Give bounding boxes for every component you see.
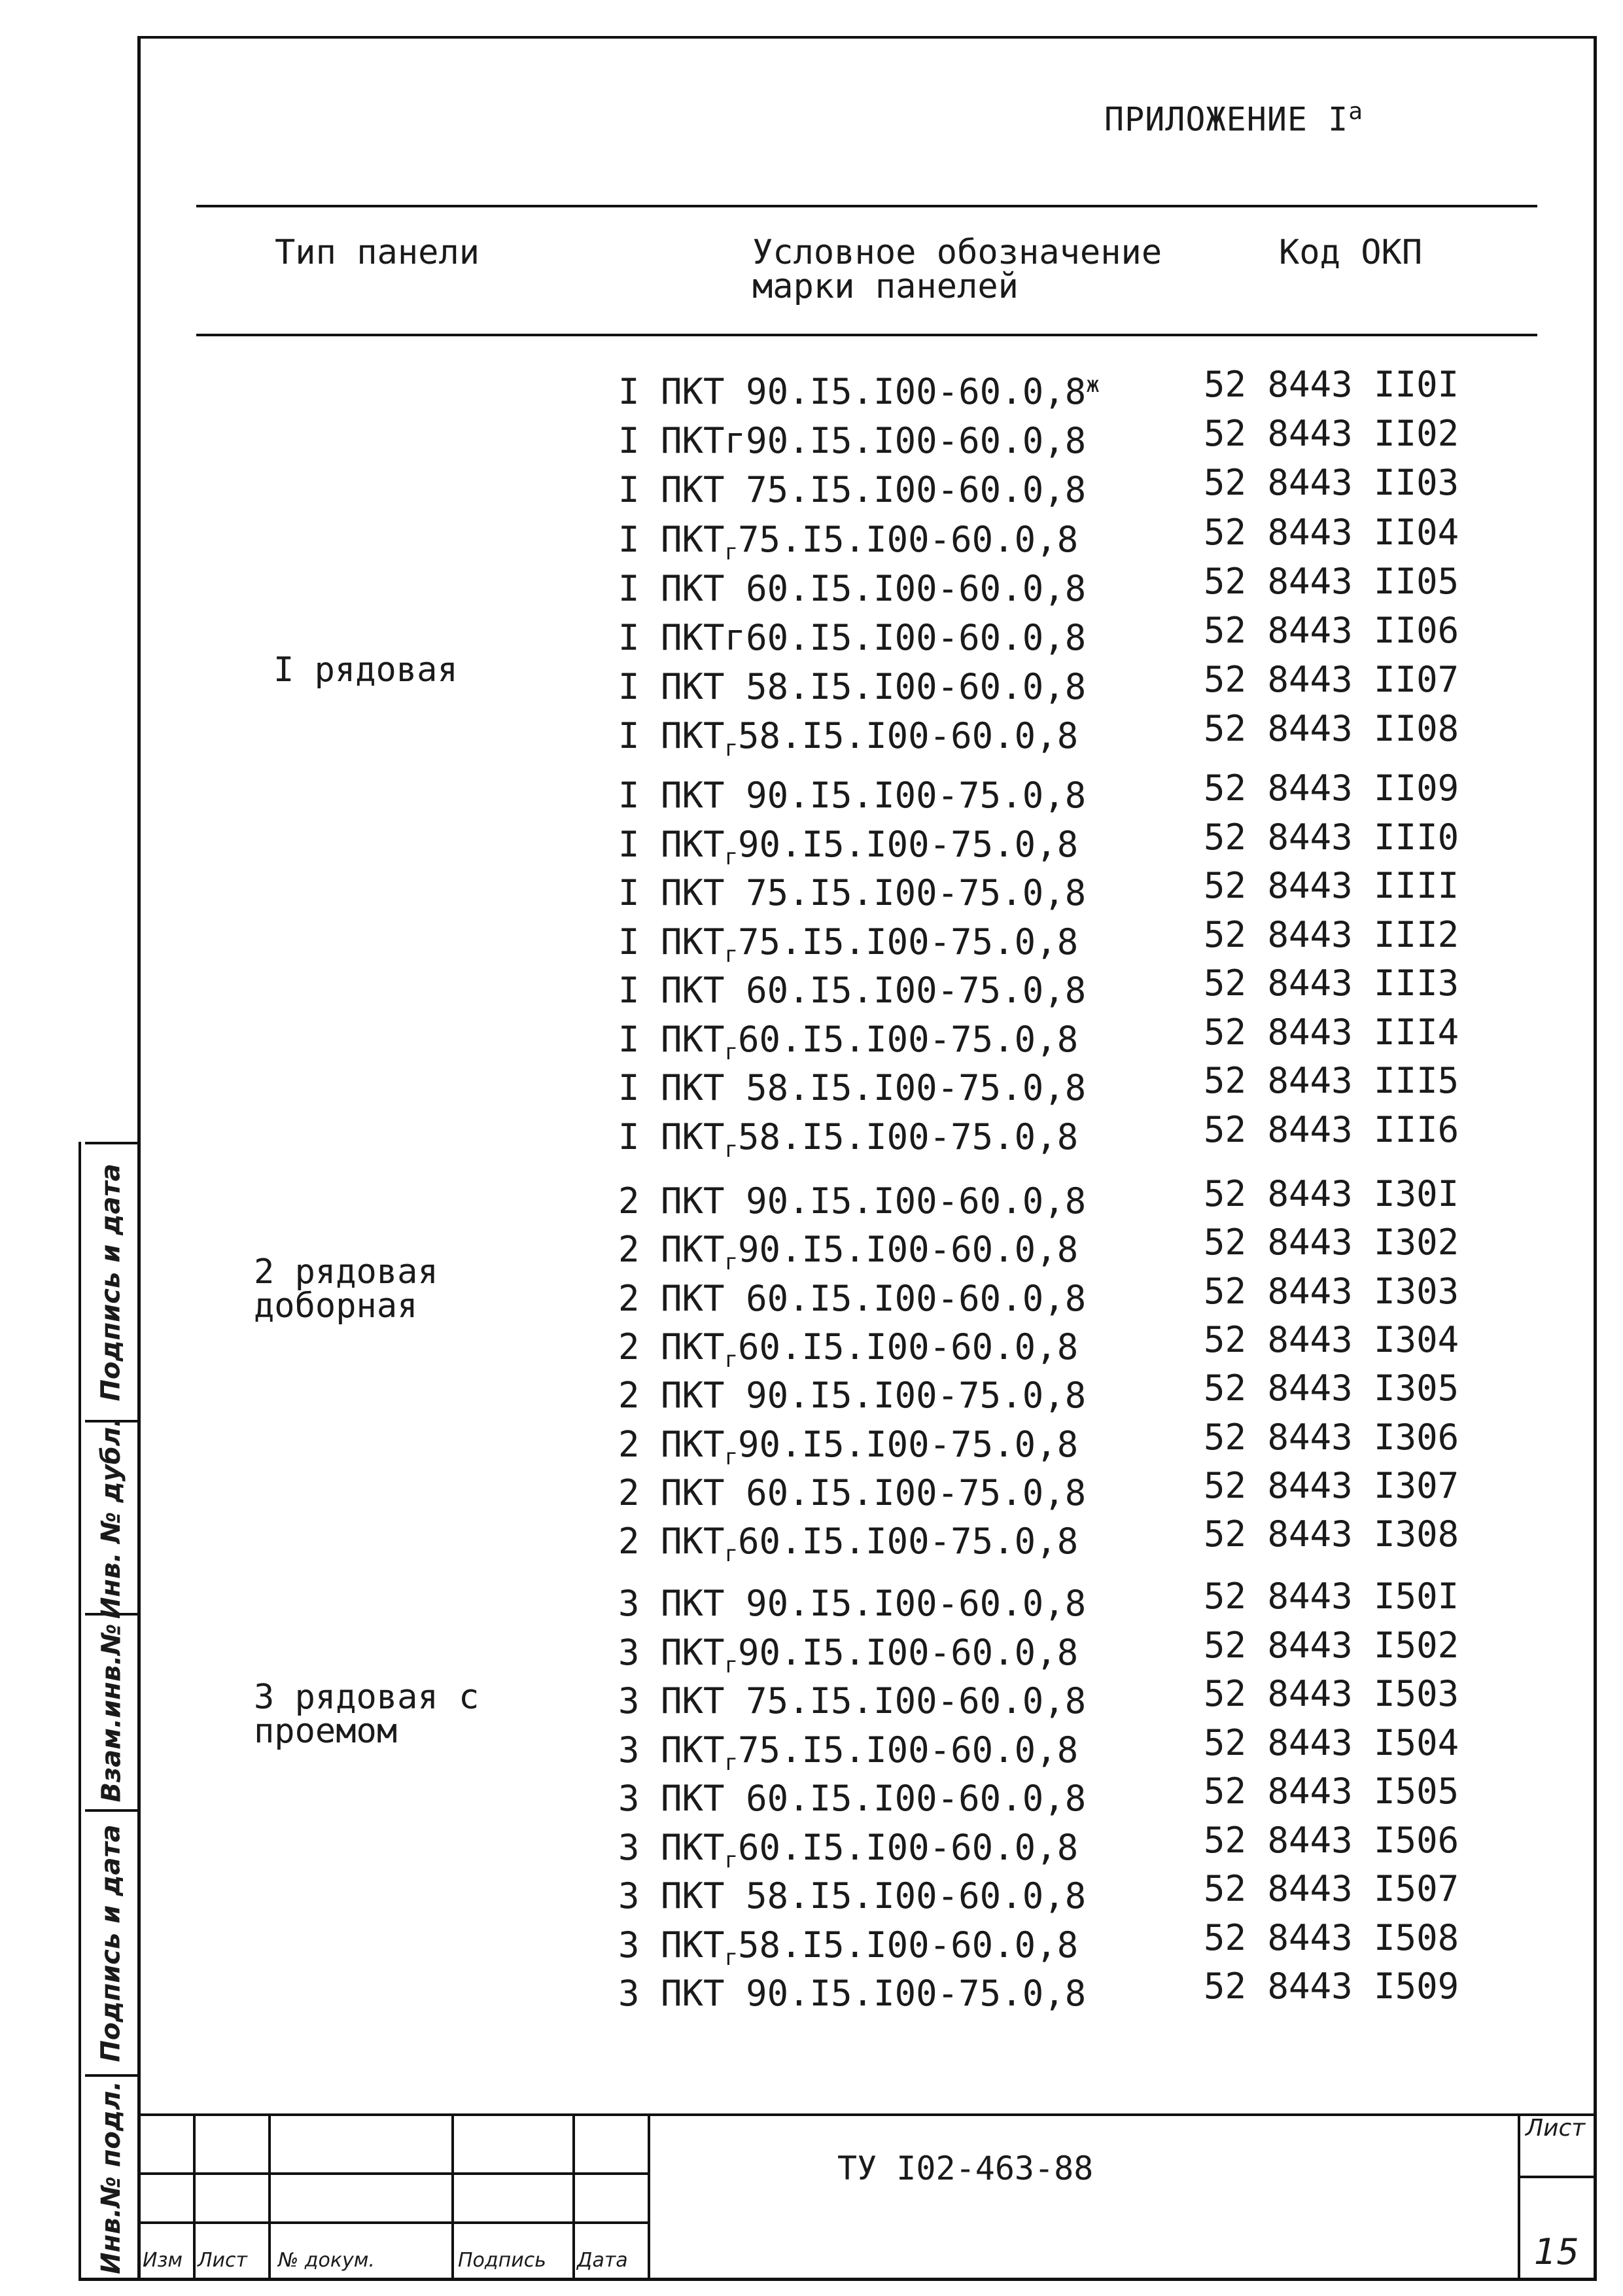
stamp-col-doc-no: № докум. bbox=[278, 2249, 375, 2272]
okp-code: 52 8443 II06 bbox=[1204, 610, 1459, 651]
panel-mark: I ПКТг60.I5.I00-60.0,8 bbox=[618, 617, 1087, 658]
header-panel-type: Тип панели bbox=[275, 233, 480, 272]
table-row bbox=[618, 1465, 1469, 1513]
table-row bbox=[618, 1173, 1469, 1222]
okp-code: 52 8443 II03 bbox=[1204, 462, 1459, 503]
header-designation: Условное обозначение марки панелей bbox=[752, 233, 1162, 306]
table-row bbox=[618, 1271, 1469, 1319]
table-row bbox=[618, 708, 1469, 762]
stamp-col-change: Изм bbox=[143, 2249, 183, 2272]
okp-code: 52 8443 I308 bbox=[1204, 1513, 1459, 1555]
side-stamp-divider bbox=[85, 2074, 137, 2077]
okp-code: 52 8443 I50I bbox=[1204, 1576, 1459, 1617]
panel-mark: I ПКТ $90.I5.I00-60.0,8^ж$ bbox=[618, 371, 1100, 412]
table-row bbox=[618, 1868, 1469, 1916]
header-top-rule bbox=[196, 205, 1537, 207]
stamp-col-line bbox=[268, 2113, 271, 2280]
panel-mark: I $ПКТ_г90.I5.I00-75.0,8$ bbox=[618, 824, 1079, 870]
panel-mark: I $ПКТ_г75.I5.I00-75.0,8$ bbox=[618, 921, 1079, 968]
stamp-sheet-label: Лист bbox=[1526, 2115, 1586, 2142]
panel-mark: 2 $ПКТ_г90.I5.I00-75.0,8$ bbox=[618, 1424, 1079, 1470]
okp-code: 52 8443 I508 bbox=[1204, 1917, 1459, 1958]
table-row bbox=[618, 1722, 1469, 1776]
stamp-col-line bbox=[451, 2113, 454, 2280]
panel-mark: I ПКТ 75.I5.I00-60.0,8 bbox=[618, 469, 1087, 510]
okp-code: 52 8443 I303 bbox=[1204, 1271, 1459, 1312]
stamp-col-line bbox=[1518, 2113, 1520, 2280]
table-row bbox=[618, 768, 1469, 816]
table-row bbox=[618, 1222, 1469, 1275]
stamp-top-line bbox=[137, 2113, 1596, 2116]
table-row bbox=[618, 1820, 1469, 1873]
side-stamp-signature-date-2: Подпись и дата bbox=[96, 1824, 126, 2062]
panel-mark: 3 $ПКТ_г60.I5.I00-60.0,8$ bbox=[618, 1827, 1079, 1873]
panel-mark: 2 $ПКТ_г60.I5.I00-75.0,8$ bbox=[618, 1521, 1079, 1567]
okp-code: 52 8443 III4 bbox=[1204, 1012, 1459, 1053]
okp-code: 52 8443 III6 bbox=[1204, 1109, 1459, 1150]
okp-code: 52 8443 I507 bbox=[1204, 1868, 1459, 1909]
table-row bbox=[618, 561, 1469, 609]
table-row bbox=[618, 364, 1469, 412]
table-row bbox=[618, 1966, 1469, 2014]
okp-code: 52 8443 IIII bbox=[1204, 865, 1459, 906]
okp-code: 52 8443 I502 bbox=[1204, 1625, 1459, 1666]
stamp-mid-line bbox=[137, 2221, 648, 2224]
frame-bottom-border bbox=[79, 2278, 1597, 2281]
table-row bbox=[618, 1625, 1469, 1678]
okp-code: 52 8443 I503 bbox=[1204, 1673, 1459, 1714]
stamp-col-line bbox=[572, 2113, 575, 2280]
table-row bbox=[618, 865, 1469, 913]
stamp-col-signature: Подпись bbox=[458, 2249, 546, 2272]
panel-mark: 2 $ПКТ_г90.I5.I00-60.0,8$ bbox=[618, 1229, 1079, 1275]
stamp-mid-line bbox=[137, 2172, 648, 2175]
panel-mark: 3 ПКТ 75.I5.I00-60.0,8 bbox=[618, 1680, 1087, 1722]
okp-code: 52 8443 I304 bbox=[1204, 1319, 1459, 1360]
okp-code: 52 8443 II07 bbox=[1204, 659, 1459, 700]
table-row bbox=[618, 1917, 1469, 1971]
type-label-row: I рядовая bbox=[273, 650, 458, 690]
table-row bbox=[618, 817, 1469, 870]
okp-code: 52 8443 I306 bbox=[1204, 1417, 1459, 1458]
stamp-col-line bbox=[193, 2113, 196, 2280]
panel-mark: 3 ПКТ 58.I5.I00-60.0,8 bbox=[618, 1875, 1087, 1916]
panel-mark: I ПКТ 58.I5.I00-60.0,8 bbox=[618, 666, 1087, 707]
okp-code: 52 8443 I30I bbox=[1204, 1173, 1459, 1214]
table-row bbox=[618, 462, 1469, 510]
okp-code: 52 8443 I505 bbox=[1204, 1771, 1459, 1812]
stamp-sheet-number: 15 bbox=[1534, 2231, 1579, 2272]
okp-code: 52 8443 II05 bbox=[1204, 561, 1459, 602]
panel-mark: I $ПКТ_г58.I5.I00-60.0,8$ bbox=[618, 715, 1079, 762]
side-stamp-original-inventory: Инв.№ подл. bbox=[96, 2081, 126, 2274]
table-row bbox=[618, 1417, 1469, 1470]
table-row bbox=[618, 610, 1469, 658]
panel-mark: I ПКТ 75.I5.I00-75.0,8 bbox=[618, 872, 1087, 913]
okp-code: 52 8443 II08 bbox=[1204, 708, 1459, 749]
okp-code: 52 8443 I307 bbox=[1204, 1465, 1459, 1506]
panel-mark: I $ПКТ_г60.I5.I00-75.0,8$ bbox=[618, 1019, 1079, 1065]
okp-code: 52 8443 III3 bbox=[1204, 963, 1459, 1004]
okp-code: 52 8443 I506 bbox=[1204, 1820, 1459, 1861]
stamp-sheet-divider bbox=[1518, 2176, 1596, 2178]
side-stamp-divider bbox=[85, 1809, 137, 1812]
table-row bbox=[618, 1673, 1469, 1722]
panel-mark: 2 $ПКТ_г60.I5.I00-60.0,8$ bbox=[618, 1326, 1079, 1373]
frame-top-border bbox=[137, 36, 1596, 39]
table-row bbox=[618, 963, 1469, 1011]
frame-right-border bbox=[1594, 36, 1597, 2280]
table-row bbox=[618, 659, 1469, 707]
table-row bbox=[618, 1060, 1469, 1108]
panel-mark: I ПКТ 90.I5.I00-75.0,8 bbox=[618, 775, 1087, 816]
okp-code: 52 8443 II09 bbox=[1204, 768, 1459, 809]
panel-mark: 3 ПКТ 90.I5.I00-60.0,8 bbox=[618, 1583, 1087, 1624]
okp-code: 52 8443 II0I bbox=[1204, 364, 1459, 405]
panel-mark: 3 $ПКТ_г75.I5.I00-60.0,8$ bbox=[618, 1729, 1079, 1776]
table-row bbox=[618, 1771, 1469, 1819]
document-number: ТУ I02-463-88 bbox=[837, 2149, 1094, 2187]
panel-mark: 3 ПКТ 90.I5.I00-75.0,8 bbox=[618, 1973, 1087, 2014]
stamp-col-sheet: Лист bbox=[198, 2249, 248, 2272]
table-row bbox=[618, 1368, 1469, 1416]
header-okp-code: Код ОКП bbox=[1279, 233, 1423, 272]
side-stamp-divider bbox=[85, 1142, 137, 1144]
table-row bbox=[618, 1109, 1469, 1163]
panel-mark: I ПКТ 60.I5.I00-75.0,8 bbox=[618, 970, 1087, 1011]
type-label-row-opening: 3 рядовая с проемом bbox=[254, 1678, 480, 1751]
table-row bbox=[618, 512, 1469, 565]
okp-code: 52 8443 II04 bbox=[1204, 512, 1459, 553]
panel-mark: 2 ПКТ 60.I5.I00-75.0,8 bbox=[618, 1472, 1087, 1513]
appendix-title: ПРИЛОЖЕНИЕ $I^а$ bbox=[1104, 98, 1363, 139]
table-row bbox=[618, 914, 1469, 968]
type-label-row-extra: 2 рядовая доборная bbox=[254, 1252, 438, 1326]
panel-mark: I ПКТ 58.I5.I00-75.0,8 bbox=[618, 1067, 1087, 1108]
okp-code: 52 8443 II02 bbox=[1204, 413, 1459, 454]
stamp-col-date: Дата bbox=[577, 2249, 628, 2272]
okp-code: 52 8443 I509 bbox=[1204, 1966, 1459, 2007]
table-row bbox=[618, 1319, 1469, 1373]
table-row bbox=[618, 1576, 1469, 1624]
side-stamp-replace-inventory: Взам.инв.№ bbox=[96, 1623, 127, 1802]
table-row bbox=[618, 1012, 1469, 1065]
panel-mark: I ПКТ 60.I5.I00-60.0,8 bbox=[618, 568, 1087, 609]
okp-code: 52 8443 III5 bbox=[1204, 1060, 1459, 1101]
panel-mark: I $ПКТ_г75.I5.I00-60.0,8$ bbox=[618, 519, 1079, 565]
okp-code: 52 8443 III0 bbox=[1204, 817, 1459, 858]
okp-code: 52 8443 I305 bbox=[1204, 1368, 1459, 1409]
panel-mark: I $ПКТ_г58.I5.I00-75.0,8$ bbox=[618, 1116, 1079, 1163]
header-bottom-rule bbox=[196, 334, 1537, 336]
okp-code: 52 8443 III2 bbox=[1204, 914, 1459, 955]
side-stamp-signature-date: Подпись и дата bbox=[96, 1163, 126, 1402]
panel-mark: 3 ПКТ 60.I5.I00-60.0,8 bbox=[618, 1778, 1087, 1819]
panel-mark: 3 $ПКТ_г58.I5.I00-60.0,8$ bbox=[618, 1924, 1079, 1971]
panel-mark: 2 ПКТ 60.I5.I00-60.0,8 bbox=[618, 1278, 1087, 1319]
table-row bbox=[618, 1513, 1469, 1567]
panel-mark: 3 $ПКТ_г90.I5.I00-60.0,8$ bbox=[618, 1632, 1079, 1678]
stamp-col-line bbox=[648, 2113, 650, 2280]
okp-code: 52 8443 I302 bbox=[1204, 1222, 1459, 1263]
side-stamp-dup-inventory: Инв. № дубл. bbox=[96, 1417, 126, 1619]
table-row bbox=[618, 413, 1469, 461]
panel-mark: I ПКТг90.I5.I00-60.0,8 bbox=[618, 420, 1087, 461]
panel-mark: 2 ПКТ 90.I5.I00-75.0,8 bbox=[618, 1375, 1087, 1416]
panel-mark: 2 ПКТ 90.I5.I00-60.0,8 bbox=[618, 1180, 1087, 1222]
okp-code: 52 8443 I504 bbox=[1204, 1722, 1459, 1763]
